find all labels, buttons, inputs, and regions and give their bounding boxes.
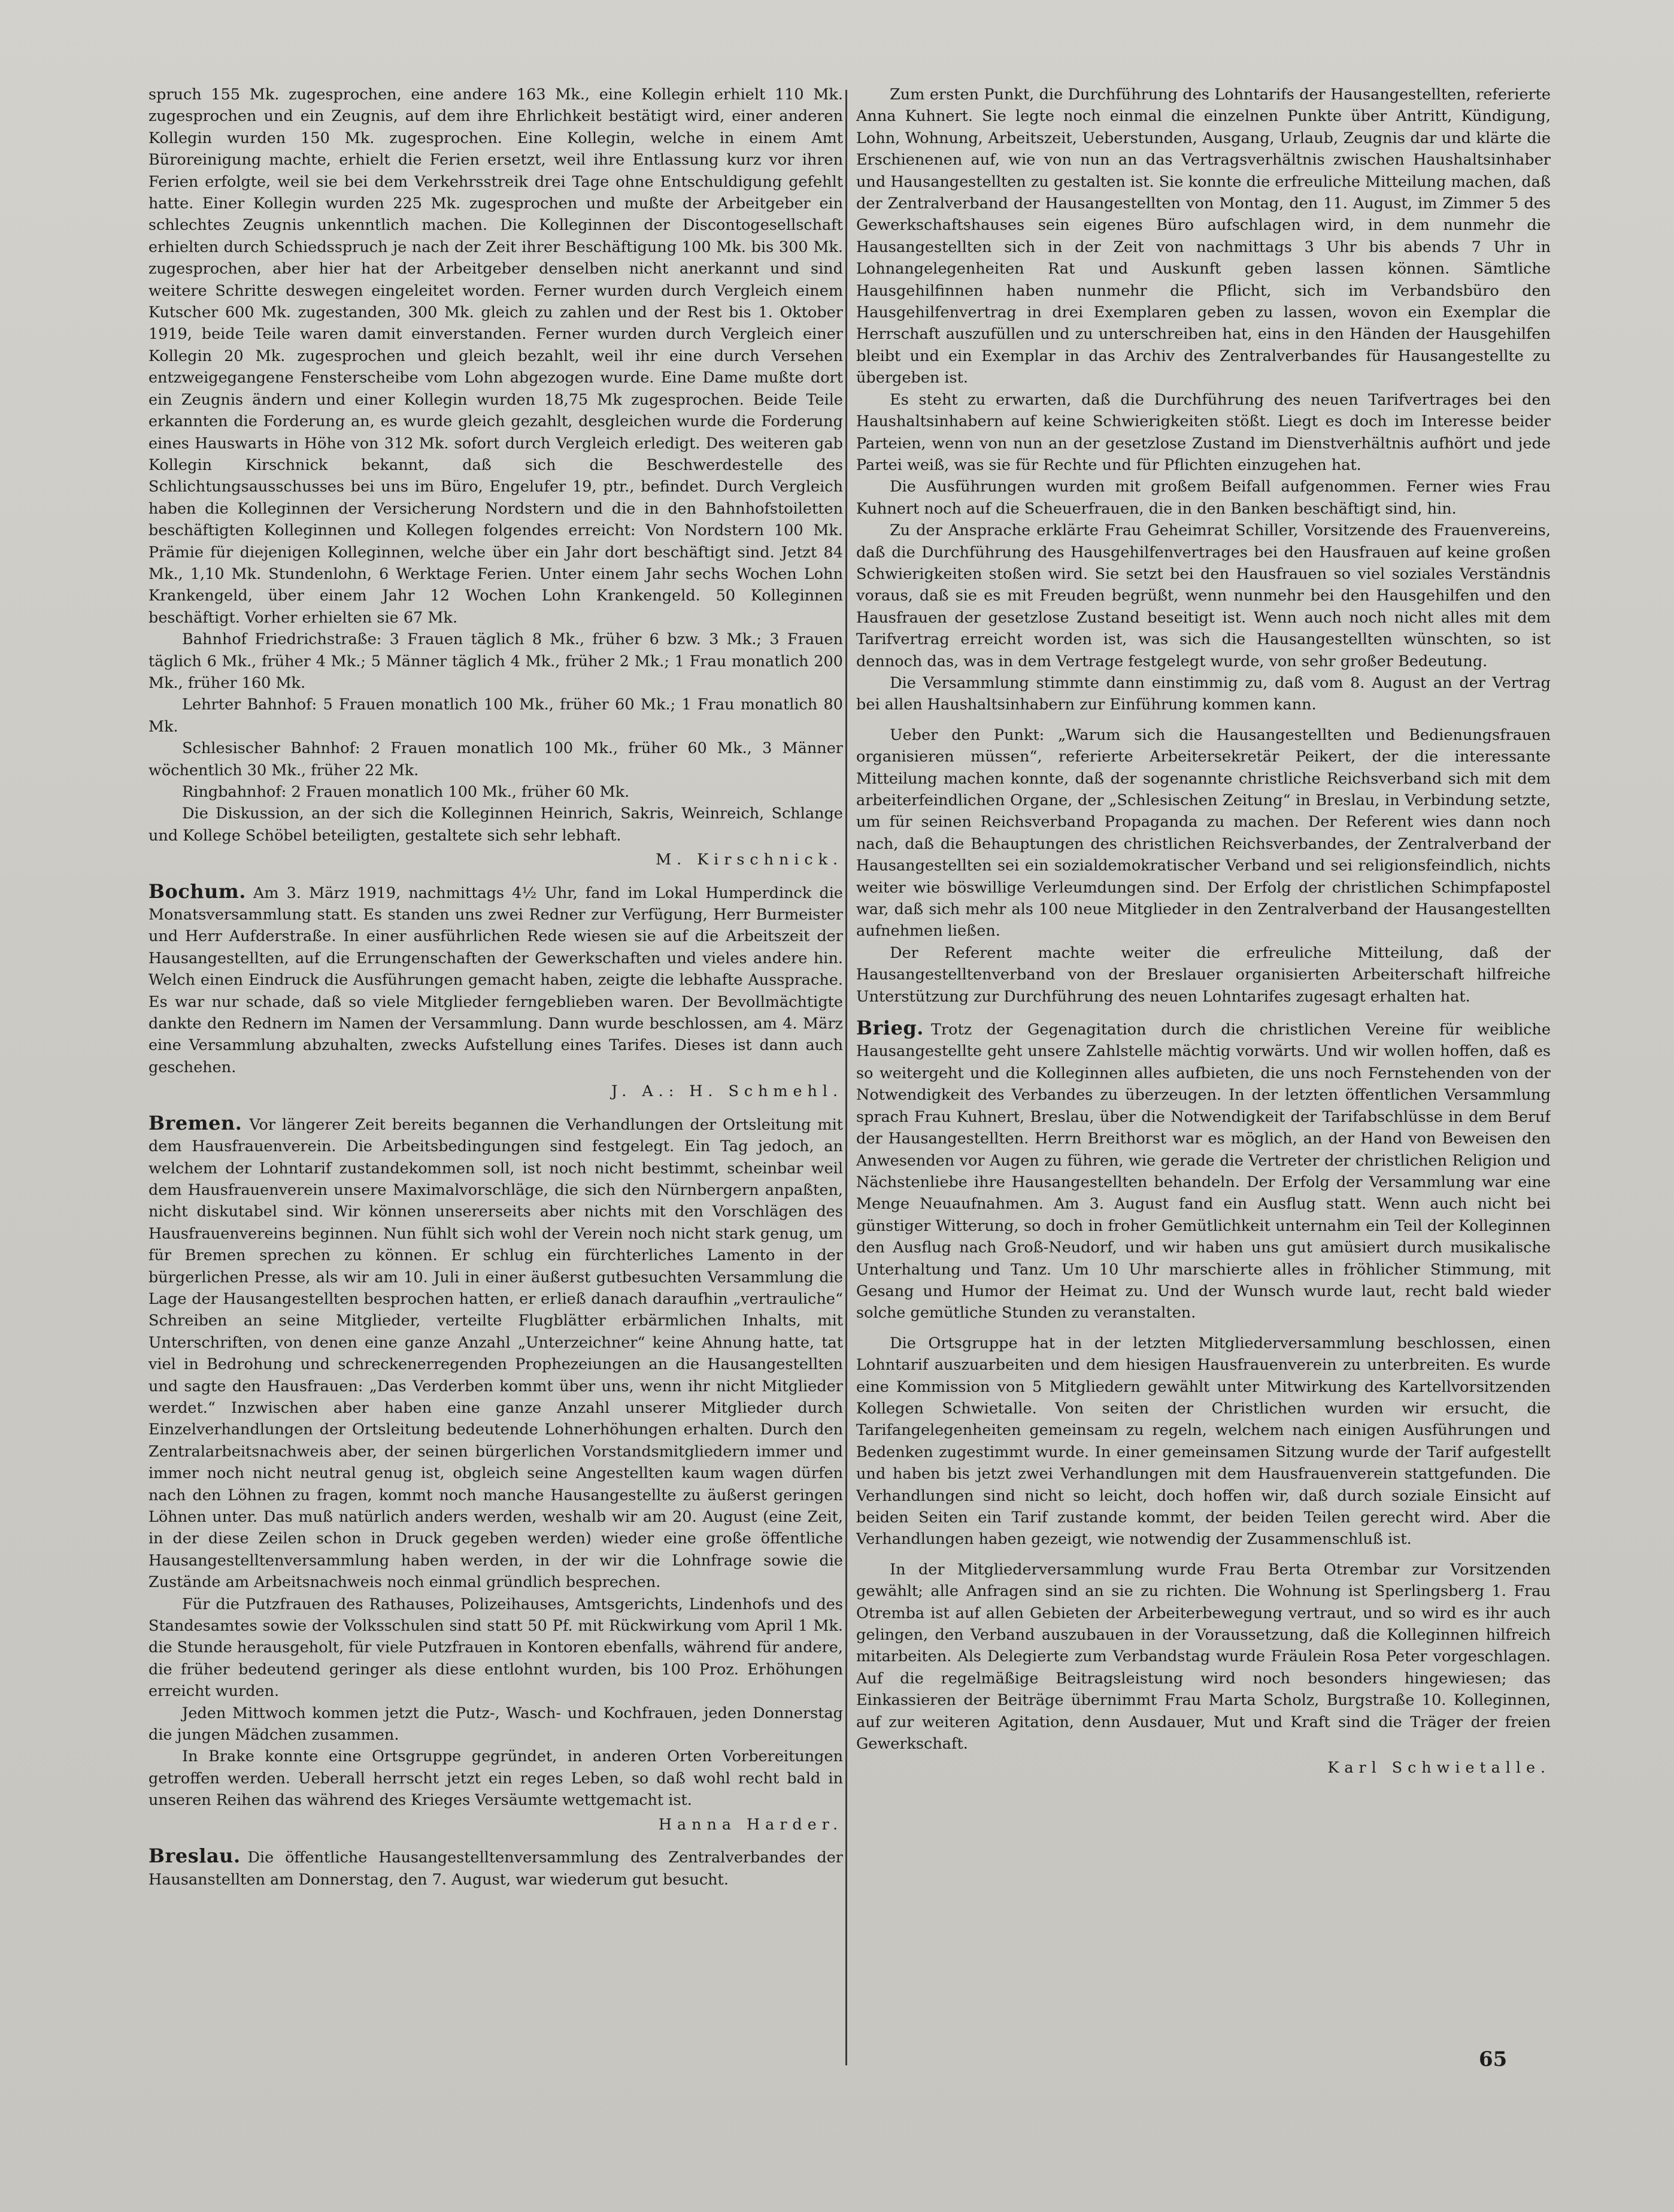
vote-paragraph: Die Versammlung stimmte dann einstimmig zu, daß vom 8. August an der Vertrag bei allen Haushaltsinhabern zur Einführung kommen kann. bbox=[856, 673, 1551, 714]
brieg-text: Trotz der Gegenagitation durch die christlichen Vereine für weibliche Hausangestellte geht unsere Zahlstelle mächtig vorwärts. Und wir wollen hoffen, daß es so weitergeht und die Kolleginnen alles aufbieten, die uns noch Fernstehenden von der Notwendigkeit des Verbandes zu überzeugen. In der letzten öffentlichen Versammlung sprach Frau Kuhnert, Breslau, über die Notwendigkeit der Tarifabschlüsse in dem Beruf der Hausangestellten. Herrn Breithorst war es möglich, an der Hand von Beweisen den Anwesenden vor Augen zu führen, wie gerade die Vertreter der christlichen Religion und Nächstenliebe ihre Hausangestellten behandeln. Der Erfolg der Versammlung war eine Menge Neuaufnahmen. Am 3. August fand ein Ausflug statt. Wenn auch nicht bei günstiger Witterung, so doch in froher Gemütlichkeit unternahm ein Teil der Kolleginnen den Ausflug nach Groß-Neudorf, und wir haben uns gut amüsiert durch musikalische Unterhaltung und Tanz. Um 10 Uhr marschierte alles in fröhlicher Stimmung, mit Gesang und Humor der Heimat zu. Und der Wunsch wurde laut, recht bald wieder solche gemütliche Stunden zu veranstalten. bbox=[856, 1021, 1551, 1322]
bremen-heading: Bremen. bbox=[148, 1111, 242, 1134]
page-number: 65 bbox=[1479, 2047, 1508, 2071]
station-ring: Ringbahnhof: 2 Frauen monatlich 100 Mk., früher 60 Mk. bbox=[182, 783, 630, 801]
brieg-heading: Brieg. bbox=[856, 1017, 924, 1040]
signature-schwietalle: Karl Schwietalle. bbox=[1327, 1759, 1551, 1777]
bremen-paragraph-2: Für die Putzfrauen des Rathauses, Polizeihauses, Amtsgerichts, Lindenhofs und des Standesamtes sowie der Volksschulen sind statt 50 Pf. mit Rückwirkung vom April 1 Mk. die Stunde herausgeholt, für viele Putzfrauen in Kontoren ebenfalls, während für andere, die früher bedeutend geringer als diese entlohnt wurden, bis 100 Proz. Erhöhungen erreicht wurden. bbox=[148, 1595, 843, 1701]
station-friedrichstrasse: Bahnhof Friedrichstraße: 3 Frauen täglich 8 Mk., früher 6 bzw. 3 Mk.; 3 Frauen täglich 6 Mk., früher 4 Mk.; 5 Männer täglich 4 Mk., früher 2 Mk.; 1 Frau monatlich 200 Mk., früher 160 Mk. bbox=[148, 630, 843, 692]
support-paragraph: Der Referent machte weiter die erfreuliche Mitteilung, daß der Hausangestelltenverband von der Breslauer organisierten Arbeiterschaft hilfreiche Unterstützung zur Durchführung des neuen Lohntarifes zugesagt erhalten hat. bbox=[856, 943, 1551, 1006]
signature-schmehl: J. A.: H. Schmehl. bbox=[611, 1082, 843, 1101]
bremen-paragraph-3: Jeden Mittwoch kommen jetzt die Putz-, Wasch- und Kochfrauen, jeden Donnerstag die jungen Mädchen zusammen. bbox=[148, 1704, 843, 1744]
report-paragraph: spruch 155 Mk. zugesprochen, eine andere 163 Mk., eine Kollegin erhielt 110 Mk. zugesprochen und ein Zeugnis, auf dem ihre Ehrlichkeit bestätigt wird, einer anderen Kollegin wurden 150 Mk. zugesprochen. Eine Kollegin, welche in einem Amt Büroreinigung machte, erhielt die Ferien ersetzt, weil ihre Entlassung kurz vor ihren Ferien erfolgte, weil sie bei dem Verkehrsstreik drei Tage ohne Entschuldigung gefehlt hatte. Einer Kollegin wurden 225 Mk. zugesprochen und mußte der Arbeitgeber ein schlechtes Zeugnis unkenntlich machen. Die Kolleginnen der Discontogesellschaft erhielten durch Schiedsspruch je nach der Zeit ihrer Beschäftigung 100 Mk. bis 300 Mk. zugesprochen, aber hier hat der Arbeitgeber denselben nicht anerkannt und sind weitere Schritte deswegen eingeleitet worden. Ferner wurden durch Vergleich einem Kutscher 600 Mk. zugestanden, 300 Mk. gleich zu zahlen und der Rest bis 1. Oktober 1919, beide Teile waren damit einverstanden. Ferner wurden durch Vergleich einer Kollegin 20 Mk. zugesprochen und gleich bezahlt, weil ihr eine durch Versehen entzweigegangene Fensterscheibe vom Lohn abgezogen wurde. Eine Dame mußte dort ein Zeugnis ändern und einer Kollegin wurden 18,75 Mk zugesprochen. Beide Teile erkannten die Forderung an, es wurde gleich gezahlt, desgleichen wurde die Forderung eines Hauswarts in Höhe von 312 Mk. sofort durch Vergleich erledigt. Des weiteren gab Kollegin Kirschnick bekannt, daß sich die Beschwerdestelle des Schlichtungsausschusses bei uns im Büro, Engelufer 19, ptr., befindet. Durch Vergleich haben die Kolleginnen der Versicherung Nordstern und die in den Bahnhofstoiletten beschäftigten Kolleginnen und Kollegen folgendes erreicht: Von Nordstern 100 Mk. Prämie für diejenigen Kolleginnen, welche über ein Jahr dort beschäftigt sind. Jetzt 84 Mk., 1,10 Mk. Stundenlohn, 6 Werktage Ferien. Unter einem Jahr sechs Wochen Lohn Krankengeld, über einem Jahr 12 Wochen Lohn Krankengeld. 50 Kolleginnen beschäftigt. Vorher erhielten sie 67 Mk. bbox=[148, 86, 843, 627]
signature-harder: Hanna Harder. bbox=[658, 1815, 843, 1834]
signature-kirschnick: M. Kirschnick. bbox=[656, 851, 843, 869]
brieg-paragraph-2: Die Ortsgruppe hat in der letzten Mitgliederversammlung beschlossen, einen Lohntarif auszuarbeiten und dem hiesigen Hausfrauenverein zu unterbreiten. Es wurde eine Kommission von 5 Mitgliedern gewählt unter Mitwirkung des Kartellvorsitzenden Kollegen Schwietalle. Von seiten der Christlichen wurden wir ersucht, die Tarifangelegenheiten gemeinsam zu regeln, welchem nach einigen Ausführungen und Bedenken zugestimmt wurde. In einer gemeinsamen Sitzung wurde der Tarif aufgestellt und haben bis jetzt zwei Verhandlungen mit dem Hausfrauenverein stattgefunden. Die Verhandlungen sind nicht so leicht, doch hoffen wir, daß durch soziale Einsicht auf beiden Seiten ein Tarif zustande kommt, der beiden Teilen gerecht wird. Aber die Verhandlungen haben gezeigt, wie notwendig der Zusammenschluß ist. bbox=[856, 1334, 1551, 1549]
bochum-heading: Bochum. bbox=[148, 879, 246, 903]
discussion-paragraph: Die Diskussion, an der sich die Kolleginnen Heinrich, Sakris, Weinreich, Schlange und Kollege Schöbel beteiligten, gestaltete sich sehr lebhaft. bbox=[148, 805, 843, 845]
left-column bbox=[148, 84, 843, 2083]
station-lehrter: Lehrter Bahnhof: 5 Frauen monatlich 100 Mk., früher 60 Mk.; 1 Frau monatlich 80 Mk. bbox=[148, 696, 843, 736]
brieg-section bbox=[856, 1017, 1551, 1324]
right-column bbox=[856, 84, 1551, 2119]
breslau-heading: Breslau. bbox=[148, 1844, 241, 1868]
schiller-paragraph: Zu der Ansprache erklärte Frau Geheimrat Schiller, Vorsitzende des Frauenvereins, daß die Durchführung des Hausgehilfenvertrages bei den Hausfrauen auf keine großen Schwierigkeiten stoßen wird. Sie setzt bei den Hausfrauen so viel soziales Verständnis voraus, daß sie es mit Freuden begrüßt, wenn nunmehr bei den Hausgehilfen und den Hausfrauen der gesetzlose Zustand beseitigt ist. Wenn auch noch nicht alles mit dem Tarifvertrag erreicht worden ist, was sich die Hausangestellten wünschten, so ist dennoch das, was in dem Vertrage festgelegt wurde, von sehr großer Bedeutung. bbox=[856, 521, 1551, 670]
breslau-text: Die öffentliche Hausangestelltenversammlung des Zentralverbandes der Hausanstellten am Donnerstag, den 7. August, war wiederum gut besucht. bbox=[148, 1849, 843, 1889]
column-divider bbox=[845, 90, 847, 2065]
tarif-expectation-paragraph: Es steht zu erwarten, daß die Durchführung des neuen Tarifvertrages bei den Haushaltsinhabern auf keine Schwierigkeiten stößt. Liegt es doch im Interesse beider Parteien, wenn von nun an der gesetzlose Zustand im Dienstverhältnis aufhört und jede Partei weiß, was sie für Rechte und für Pflichten einzugehen hat. bbox=[856, 390, 1551, 474]
applause-paragraph: Die Ausführungen wurden mit großem Beifall aufgenommen. Ferner wies Frau Kuhnert noch auf die Scheuerfrauen, die in den Banken beschäftigt sind, hin. bbox=[856, 478, 1551, 518]
bochum-section bbox=[148, 881, 843, 1079]
bremen-text: Vor längerer Zeit bereits begannen die Verhandlungen der Ortsleitung mit dem Hausfrauenverein. Die Arbeitsbedingungen sind festgelegt. Ein Tag jedoch, an welchem der Lohntarif zustandekommen soll, ist noch nicht bestimmt, scheinbar weil dem Hausfrauenverein unsere Maximalvorschläge, die sich den Nürnbergern anpaßten, nicht diskutabel sind. Wir können unsererseits aber nichts mit den Vorschlägen des Hausfrauenvereins beginnen. Nun fühlt sich wohl der Verein noch nicht stark genug, um für Bremen sprechen zu können. Er schlug ein fürchterliches Lamento in der bürgerlichen Presse, als wir am 10. Juli in einer äußerst gutbesuchten Versammlung die Lage der Hausangestellten besprochen hatten, er erließ danach daraufhin „vertrauliche“ Schreiben an seine Mitglieder, verteilte Flugblätter erbärmlichen Inhalts, mit Unterschriften, von denen eine ganze Anzahl „Unterzeichner“ keine Ahnung hatte, tat viel in Bedrohung und schreckenerregenden Prophezeiungen an die Hausangestellten und sagte den Hausfrauen: „Das Verderben kommt über uns, wenn ihr nicht Mitglieder werdet.“ Inzwischen aber haben eine ganze Anzahl unserer Mitglieder durch Einzelverhandlungen der Ortsleitung bedeutende Lohnerhöhungen erhalten. Durch den Zentralarbeitsnachweis aber, der seinen bürgerlichen Vorstandsmitgliedern immer und immer noch nicht neutral genug ist, obgleich seine Angestellten kaum wagen dürfen nach den Löhnen zu fragen, kommt noch manche Hausangestellte zu äußerst geringen Löhnen unter. Das muß natürlich anders werden, weshalb wir am 20. August (eine Zeit, in der diese Zeilen schon in Druck gegeben werden) wieder eine große öffentliche Hausangestelltenversammlung haben werden, in der wir die Lohnfrage sowie die Zustände am Arbeitsnachweis noch einmal gründlich besprechen. bbox=[148, 1115, 843, 1592]
bremen-paragraph-4: In Brake konnte eine Ortsgruppe gegründet, in anderen Orten Vorbereitungen getroffen werden. Ueberall herrscht jetzt ein reges Leben, so daß wohl recht bald in unseren Reihen das während des Krieges Versäumte wettgemacht ist. bbox=[148, 1747, 843, 1810]
bremen-section bbox=[148, 1112, 843, 1594]
tarif-paragraph: Zum ersten Punkt, die Durchführung des Lohntarifs der Hausangestellten, referierte Anna Kuhnert. Sie legte noch einmal die einzelnen Punkte über Antritt, Kündigung, Lohn, Wohnung, Arbeitszeit, Ueberstunden, Ausgang, Urlaub, Zeugnis dar und klärte die Erschienenen auf, wie von nun an das Vertragsverhältnis zwischen Haushaltsinhaber und Hausangestellten zu gestalten ist. Sie konnte die erfreuliche Mitteilung machen, daß der Zentralverband der Hausangestellten von Montag, den 11. August, im Zimmer 5 des Gewerkschaftshauses sein eigenes Büro aufschlagen wird, in dem nunmehr die Hausangestellten sich in der Zeit von nachmittags 3 Uhr bis abends 7 Uhr in Lohnangelegenheiten Rat und Auskunft geben lassen können. Sämtliche Hausgehilfinnen haben nunmehr die Pflicht, sich im Verbandsbüro den Hausgehilfenvertrag in drei Exemplaren geben zu lassen, wovon ein Exemplar die Herrschaft auszufüllen und zu unterschreiben hat, eins in den Händen der Hausgehilfen bleibt und ein Exemplar in das Archiv des Zentralverbandes für Hausangestellte zu übergeben ist. bbox=[856, 86, 1551, 387]
station-schlesischer: Schlesischer Bahnhof: 2 Frauen monatlich 100 Mk., früher 60 Mk., 3 Männer wöchentlich 30 Mk., früher 22 Mk. bbox=[148, 739, 843, 779]
peikert-paragraph: Ueber den Punkt: „Warum sich die Hausangestellten und Bedienungsfrauen organisieren müssen“, referierte Arbeitersekretär Peikert, der die interessante Mitteilung machen konnte, daß der sogenannte christliche Reichsverband sich mit dem arbeiterfeindlichen Organe, der „Schlesischen Zeitung“ in Breslau, in Verbindung setzte, um für seinen Reichsverband Propaganda zu machen. Der Referent wies dann noch nach, daß die Behauptungen des christlichen Reichsverbandes, der Zentralverband der Hausangestellten sei ein sozialdemokratischer Verband und sei religionsfeindlich, nichts weiter wie böswillige Verleumdungen sind. Der Erfolg der christlichen Schimpfapostel war, daß sich mehr als 100 neue Mitglieder in den Zentralverband der Hausangestellten aufnehmen ließen. bbox=[856, 726, 1551, 940]
brieg-paragraph-3: In der Mitgliederversammlung wurde Frau Berta Otrembar zur Vorsitzenden gewählt; alle Anfragen sind an sie zu richten. Die Wohnung ist Sperlingsberg 1. Frau Otremba ist auf allen Gebieten der Arbeiterbewegung vertraut, und so wird es ihr auch gelingen, den Verband auszubauen in der Voraussetzung, daß die Kolleginnen hilfreich mitarbeiten. Als Delegierte zum Verbandstag wurde Fräulein Rosa Peter vorgeschlagen. Auf die regelmäßige Beitragsleistung wird noch besonders hingewiesen; das Einkassieren der Beiträge übernimmt Frau Marta Scholz, Burgstraße 10. Kolleginnen, auf zur weiteren Agitation, denn Ausdauer, Mut und Kraft sind die Träger der freien Gewerkschaft. bbox=[856, 1560, 1551, 1753]
bochum-text: Am 3. März 1919, nachmittags 4½ Uhr, fand im Lokal Humperdinck die Monatsversammlung statt. Es standen uns zwei Redner zur Verfügung, Herr Burmeister und Herr Aufderstraße. In einer ausführlichen Rede wiesen sie auf die Arbeitszeit der Hausangestellten, auf die Errungenschaften der Gewerkschaften und vieles andere hin. Welch einen Eindruck die Ausführungen gemacht haben, zeigte die lebhafte Aussprache. Es war nur schade, daß so viele Mitglieder ferngeblieben waren. Der Bevollmächtigte dankte den Rednern im Namen der Versammlung. Dann wurde beschlossen, am 4. März eine Versammlung abzuhalten, zwecks Aufstellung eines Tarifes. Dieses ist dann auch geschehen. bbox=[148, 884, 843, 1076]
breslau-section bbox=[148, 1845, 843, 1891]
